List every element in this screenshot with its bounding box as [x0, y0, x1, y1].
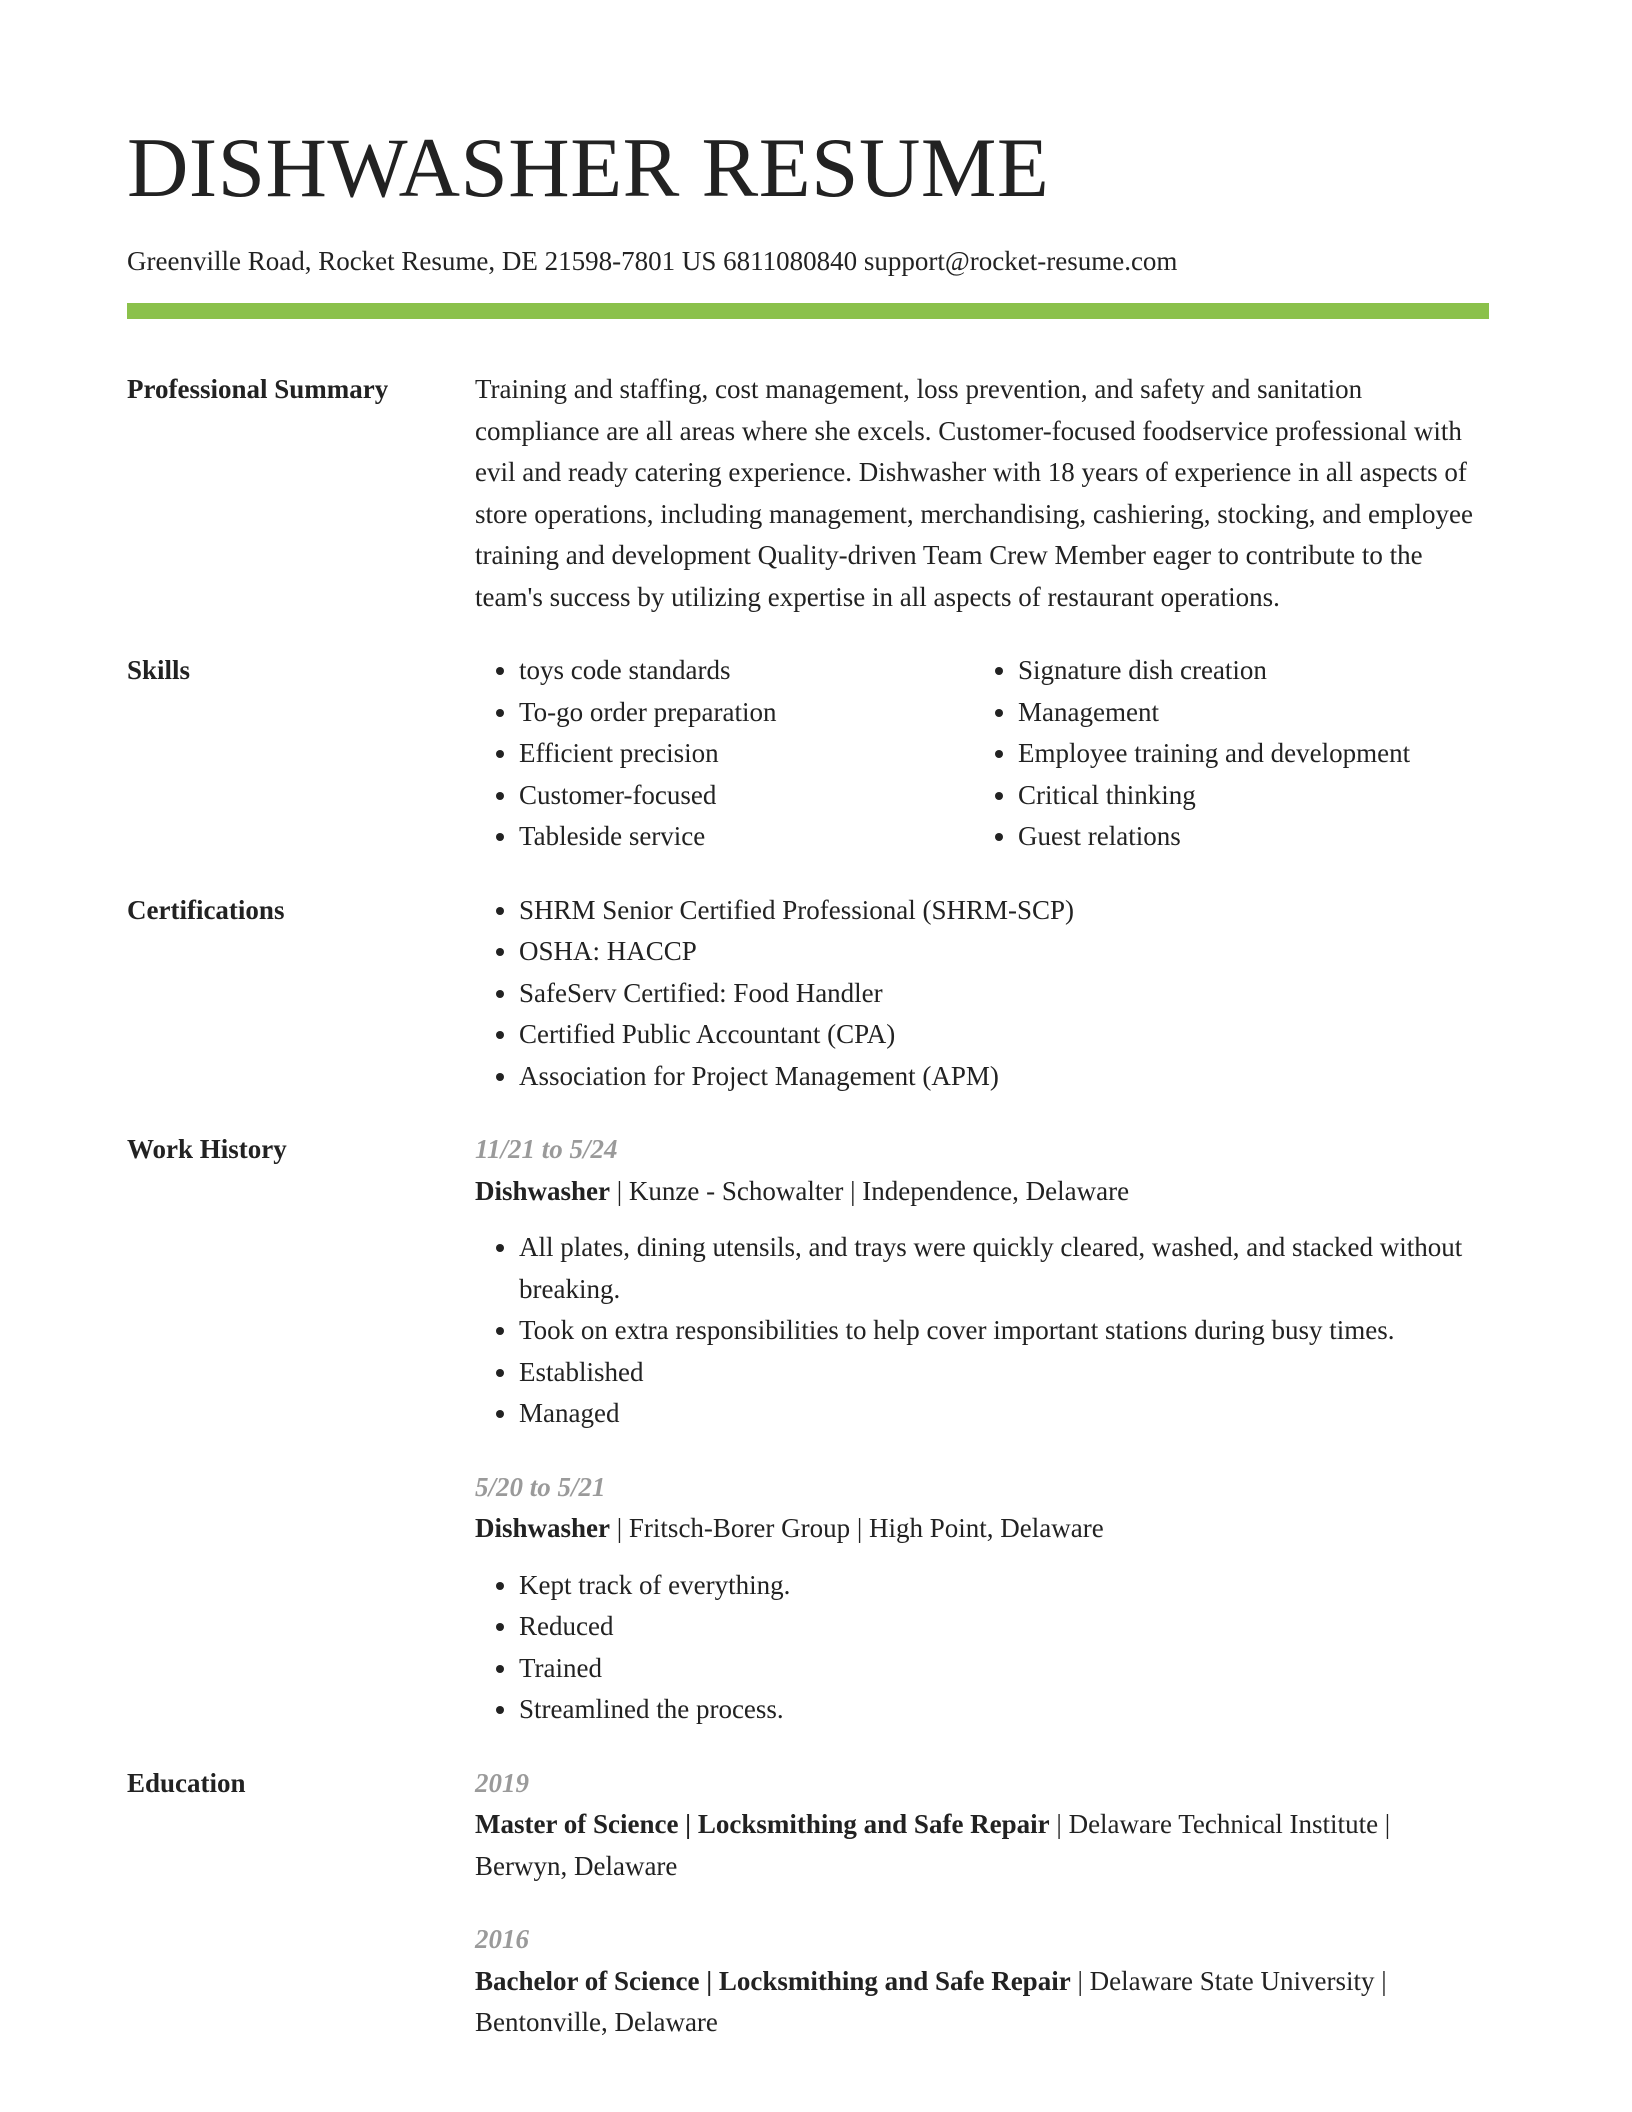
skill-item: • toys code standards: [519, 650, 974, 692]
certification-item: • Certified Public Accountant (CPA): [519, 1014, 1489, 1056]
job-bullet: • Streamlined the process.: [519, 1689, 1489, 1731]
job-bullet: • Took on extra responsibilities to help cover important stations during busy times.: [519, 1310, 1489, 1352]
education-details: | Delaware State University | Bentonville, Delaware: [475, 1965, 1387, 2037]
contact-line: [127, 243, 1489, 279]
resume-page: [127, 118, 1489, 2044]
education-year: 2019: [475, 1767, 529, 1798]
job-title: Dishwasher: [475, 1175, 611, 1206]
section-work-history: [127, 1129, 1489, 1731]
job-details: | Kunze - Schowalter | Independence, Delaware: [610, 1175, 1130, 1206]
header-divider: [127, 303, 1489, 319]
section-certifications: [127, 890, 1489, 1098]
education-degree: Bachelor of Science | Locksmithing and Safe Repair: [475, 1965, 1071, 1996]
job-bullets: [475, 1227, 1489, 1435]
section-label-education: Education: [127, 1767, 246, 1798]
section-skills: [127, 650, 1489, 858]
education-heading: [475, 1804, 1489, 1887]
certification-item: • SafeServ Certified: Food Handler: [519, 973, 1489, 1015]
resume-title: DISHWASHER RESUME: [127, 121, 1050, 215]
summary-text: Training and staffing, cost management, loss prevention, and safety and sanitation compliance are all areas where she excels. Customer-focused foodservice professional with evil and ready catering experience. Dishwasher with 18 years of experience in all aspects of store operations, including management, merchandising, cashiering, stocking, and employee training and development Quality-driven Team Crew Member eager to contribute to the team's success by utilizing expertise in all aspects of restaurant operations.: [475, 374, 1473, 612]
skill-item: • Management: [1018, 692, 1473, 734]
job-bullet: • Established: [519, 1352, 1489, 1394]
education-degree: Master of Science | Locksmithing and Safe Repair: [475, 1809, 1050, 1839]
job-bullets: [475, 1565, 1489, 1731]
skill-item: • Guest relations: [1018, 816, 1473, 858]
contact-address: Greenville Road, Rocket Resume, DE 21598-7801 US: [127, 246, 717, 276]
certifications-list: [475, 890, 1489, 1098]
section-education: [127, 1763, 1489, 2044]
certification-item: • OSHA: HACCP: [519, 931, 1489, 973]
education-heading: [475, 1961, 1489, 2044]
skills-list-left: [475, 650, 974, 858]
skill-item: • Customer-focused: [519, 775, 974, 817]
job-bullet: • Managed: [519, 1393, 1489, 1435]
job-bullet: • Kept track of everything.: [519, 1565, 1489, 1607]
education-details: | Delaware Technical Institute | Berwyn, Delaware: [475, 1809, 1391, 1881]
job-heading: [475, 1171, 1489, 1213]
contact-email: support@rocket-resume.com: [863, 246, 1178, 276]
section-label-summary: Professional Summary: [127, 374, 389, 404]
skill-item: • Critical thinking: [1018, 775, 1473, 817]
section-label-certifications: Certifications: [127, 894, 285, 925]
skill-item: • Tableside service: [519, 816, 974, 858]
education-entry: [475, 1763, 1489, 1888]
job-title: Dishwasher: [475, 1513, 611, 1543]
skills-list-right: [974, 650, 1473, 858]
job-bullet: • All plates, dining utensils, and trays were quickly cleared, washed, and stacked without breaking.: [519, 1227, 1489, 1310]
job-heading: [475, 1508, 1489, 1550]
section-summary: [127, 369, 1489, 618]
job-bullet: • Reduced: [519, 1606, 1489, 1648]
job-dates: 5/20 to 5/21: [475, 1471, 606, 1502]
section-label-work-history: Work History: [127, 1134, 287, 1164]
section-label-skills: Skills: [127, 655, 191, 685]
skill-item: • To-go order preparation: [519, 692, 974, 734]
job-entry: [475, 1467, 1489, 1731]
education-entry: [475, 1919, 1489, 2044]
skill-item: • Signature dish creation: [1018, 650, 1473, 692]
skill-item: • Efficient precision: [519, 733, 974, 775]
education-year: 2016: [475, 1924, 529, 1954]
job-bullet: • Trained: [519, 1648, 1489, 1690]
certification-item: • Association for Project Management (APM): [519, 1056, 1489, 1098]
certification-item: • SHRM Senior Certified Professional (SHRM-SCP): [519, 890, 1489, 932]
job-entry: [475, 1129, 1489, 1435]
job-details: | Fritsch-Borer Group | High Point, Delaware: [610, 1513, 1104, 1543]
contact-phone: 6811080840: [723, 246, 858, 276]
skill-item: • Employee training and development: [1018, 733, 1473, 775]
job-dates: 11/21 to 5/24: [475, 1134, 618, 1164]
